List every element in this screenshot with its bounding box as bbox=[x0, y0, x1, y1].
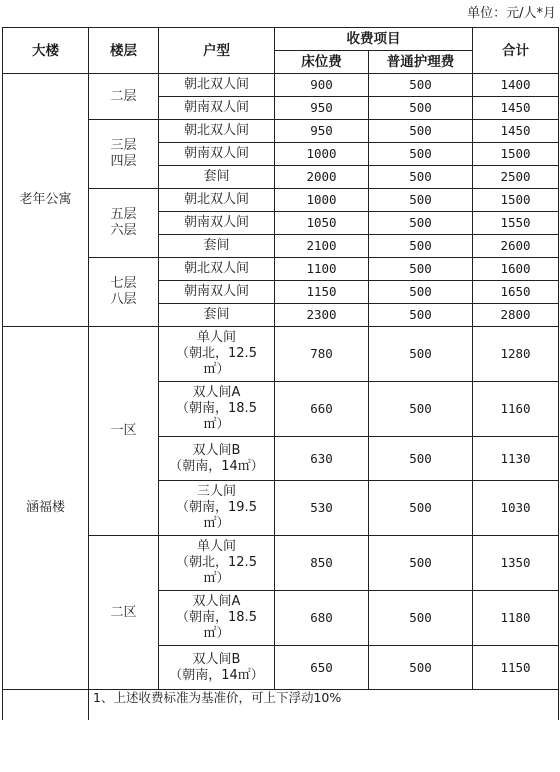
room-type-line: ㎡） bbox=[203, 516, 230, 531]
total-cell: 1350 bbox=[473, 536, 559, 591]
header-room-type: 户型 bbox=[159, 28, 275, 74]
room-type-line: 朝北双人间 bbox=[183, 192, 249, 207]
room-type-cell bbox=[159, 212, 275, 235]
header-building: 大楼 bbox=[3, 28, 89, 74]
bed-fee-cell: 2100 bbox=[275, 235, 369, 258]
bed-fee-cell: 2000 bbox=[275, 166, 369, 189]
total-cell: 1600 bbox=[473, 258, 559, 281]
care-fee-cell: 500 bbox=[369, 189, 473, 212]
floor-label: 二区 bbox=[110, 604, 137, 620]
header-fee-items: 收费项目 bbox=[275, 28, 473, 51]
room-type-line: 朝北双人间 bbox=[183, 261, 249, 276]
total-cell: 1130 bbox=[473, 437, 559, 481]
total-cell: 1500 bbox=[473, 143, 559, 166]
care-fee-cell: 500 bbox=[369, 143, 473, 166]
bed-fee-cell: 530 bbox=[275, 481, 369, 536]
total-cell: 1280 bbox=[473, 327, 559, 382]
floor-label: 四层 bbox=[110, 154, 137, 169]
total-cell: 1650 bbox=[473, 281, 559, 304]
room-type-line: 单人间 bbox=[196, 539, 236, 554]
room-type-line: （朝南，18.5 bbox=[176, 610, 257, 625]
floor-cell bbox=[89, 536, 159, 690]
total-cell: 1550 bbox=[473, 212, 559, 235]
total-cell: 1030 bbox=[473, 481, 559, 536]
room-type-cell bbox=[159, 481, 275, 536]
total-cell: 1180 bbox=[473, 591, 559, 646]
care-fee-cell: 500 bbox=[369, 591, 473, 646]
room-type-line: 朝南双人间 bbox=[183, 100, 249, 115]
care-fee-cell: 500 bbox=[369, 382, 473, 437]
room-type-line: 双人间A bbox=[192, 594, 241, 609]
floor-label: 五层 bbox=[110, 207, 137, 222]
total-cell: 1400 bbox=[473, 74, 559, 97]
room-type-line: （朝南，14㎡） bbox=[169, 667, 264, 683]
total-cell: 1450 bbox=[473, 120, 559, 143]
room-type-cell bbox=[159, 166, 275, 189]
bed-fee-cell: 1000 bbox=[275, 189, 369, 212]
room-type-cell bbox=[159, 235, 275, 258]
floor-cell bbox=[89, 74, 159, 120]
note-cell: 1、上述收费标准为基准价，可上下浮动10% bbox=[89, 690, 559, 721]
room-type-line: ㎡） bbox=[203, 571, 230, 586]
unit-label: 单位：元/人*月 bbox=[467, 6, 556, 21]
floor-label: 八层 bbox=[110, 292, 137, 307]
bed-fee-cell: 2300 bbox=[275, 304, 369, 327]
care-fee-cell: 500 bbox=[369, 258, 473, 281]
header-total: 合计 bbox=[473, 28, 559, 74]
total-cell: 1160 bbox=[473, 382, 559, 437]
bed-fee-cell: 630 bbox=[275, 437, 369, 481]
header-care-fee: 普通护理费 bbox=[369, 51, 473, 74]
note-row bbox=[3, 690, 559, 721]
care-fee-cell: 500 bbox=[369, 437, 473, 481]
bed-fee-cell: 1050 bbox=[275, 212, 369, 235]
room-type-line: 朝南双人间 bbox=[183, 215, 249, 230]
total-cell: 1150 bbox=[473, 646, 559, 690]
table-row bbox=[3, 74, 559, 97]
care-fee-cell: 500 bbox=[369, 212, 473, 235]
room-type-cell bbox=[159, 74, 275, 97]
care-fee-cell: 500 bbox=[369, 166, 473, 189]
bed-fee-cell: 1100 bbox=[275, 258, 369, 281]
room-type-line: 套间 bbox=[203, 238, 230, 253]
floor-cell bbox=[89, 327, 159, 536]
room-type-line: 朝北双人间 bbox=[183, 123, 249, 138]
room-type-cell bbox=[159, 536, 275, 591]
care-fee-cell: 500 bbox=[369, 235, 473, 258]
room-type-line: 朝北双人间 bbox=[183, 77, 249, 92]
care-fee-cell: 500 bbox=[369, 120, 473, 143]
header-floor: 楼层 bbox=[89, 28, 159, 74]
room-type-line: 朝南双人间 bbox=[183, 284, 249, 299]
care-fee-cell: 500 bbox=[369, 536, 473, 591]
room-type-line: 套间 bbox=[203, 169, 230, 184]
bed-fee-cell: 1150 bbox=[275, 281, 369, 304]
bed-fee-cell: 1000 bbox=[275, 143, 369, 166]
room-type-cell bbox=[159, 327, 275, 382]
room-type-cell bbox=[159, 437, 275, 481]
total-cell: 1450 bbox=[473, 97, 559, 120]
room-type-line: ㎡） bbox=[203, 626, 230, 641]
bed-fee-cell: 780 bbox=[275, 327, 369, 382]
note-blank bbox=[3, 690, 89, 721]
care-fee-cell: 500 bbox=[369, 74, 473, 97]
care-fee-cell: 500 bbox=[369, 281, 473, 304]
table-row bbox=[3, 327, 559, 382]
total-cell: 1500 bbox=[473, 189, 559, 212]
floor-label: 六层 bbox=[110, 223, 137, 238]
room-type-line: 双人间B bbox=[192, 651, 241, 667]
bed-fee-cell: 660 bbox=[275, 382, 369, 437]
room-type-cell bbox=[159, 189, 275, 212]
room-type-line: ㎡） bbox=[203, 362, 230, 377]
floor-label: 三层 bbox=[110, 138, 137, 153]
floor-cell bbox=[89, 189, 159, 258]
floor-label: 一区 bbox=[110, 423, 137, 438]
total-cell: 2800 bbox=[473, 304, 559, 327]
room-type-cell bbox=[159, 120, 275, 143]
floor-cell bbox=[89, 258, 159, 327]
room-type-cell bbox=[159, 97, 275, 120]
building-cell: 老年公寓 bbox=[3, 74, 89, 327]
room-type-line: （朝南，19.5 bbox=[176, 500, 257, 515]
room-type-line: （朝北，12.5 bbox=[176, 346, 257, 361]
header-bed-fee: 床位费 bbox=[275, 51, 369, 74]
bed-fee-cell: 650 bbox=[275, 646, 369, 690]
room-type-line: 双人间B bbox=[192, 442, 241, 458]
care-fee-cell: 500 bbox=[369, 646, 473, 690]
bed-fee-cell: 850 bbox=[275, 536, 369, 591]
room-type-cell bbox=[159, 591, 275, 646]
room-type-cell bbox=[159, 646, 275, 690]
fee-table bbox=[2, 27, 559, 720]
room-type-cell bbox=[159, 304, 275, 327]
care-fee-cell: 500 bbox=[369, 304, 473, 327]
care-fee-cell: 500 bbox=[369, 481, 473, 536]
fee-table-body bbox=[3, 74, 559, 721]
room-type-line: 朝南双人间 bbox=[183, 146, 249, 161]
room-type-line: 套间 bbox=[203, 307, 230, 322]
room-type-line: （朝南，14㎡） bbox=[169, 458, 264, 474]
total-cell: 2600 bbox=[473, 235, 559, 258]
bed-fee-cell: 950 bbox=[275, 120, 369, 143]
room-type-line: 单人间 bbox=[196, 330, 236, 345]
floor-label: 七层 bbox=[110, 276, 137, 291]
room-type-line: 双人间A bbox=[192, 385, 241, 400]
room-type-cell bbox=[159, 143, 275, 166]
room-type-cell bbox=[159, 382, 275, 437]
room-type-line: 三人间 bbox=[196, 484, 236, 499]
room-type-cell bbox=[159, 258, 275, 281]
room-type-line: （朝南，18.5 bbox=[176, 401, 257, 416]
building-cell: 涵福楼 bbox=[3, 327, 89, 690]
bed-fee-cell: 900 bbox=[275, 74, 369, 97]
floor-label: 二层 bbox=[110, 88, 137, 104]
room-type-line: （朝北，12.5 bbox=[176, 555, 257, 570]
care-fee-cell: 500 bbox=[369, 97, 473, 120]
care-fee-cell: 500 bbox=[369, 327, 473, 382]
floor-cell bbox=[89, 120, 159, 189]
bed-fee-cell: 950 bbox=[275, 97, 369, 120]
room-type-line: ㎡） bbox=[203, 417, 230, 432]
room-type-cell bbox=[159, 281, 275, 304]
bed-fee-cell: 680 bbox=[275, 591, 369, 646]
total-cell: 2500 bbox=[473, 166, 559, 189]
